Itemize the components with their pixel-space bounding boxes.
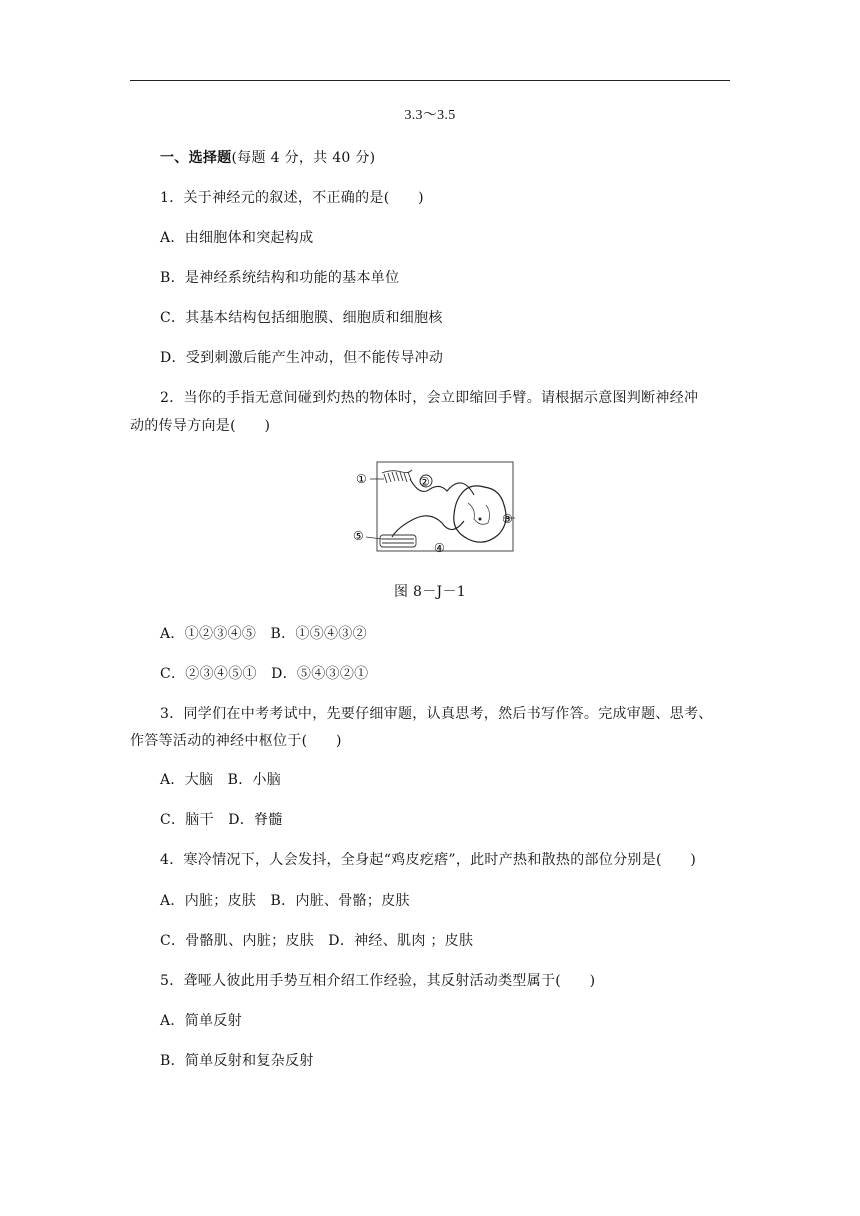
section-heading [160,148,375,168]
figure-caption: 图 8－J－1 [394,584,466,600]
effector-muscle-icon [380,535,416,547]
central-canal [479,518,482,521]
reflex-arc-diagram [352,461,515,553]
question-2-stem-line1: 2．当你的手指无意间碰到灼热的物体时，会立即缩回手臂。请根据示意图判断神经冲 [160,390,699,406]
question-3-stem-line1: 3．同学们在中考考试中，先要仔细审题，认真思考，然后书写作答。完成审题、思考、 [160,706,713,722]
question-1-stem: 1．关于神经元的叙述，不正确的是( ) [160,190,424,206]
question-1-option-a: A．由细胞体和突起构成 [160,230,314,246]
diagram-label-1: ① [356,472,367,486]
grey-matter [468,503,490,524]
section-note: (每题 4 分，共 40 分) [231,150,376,166]
question-1-option-d: D．受到刺激后能产生冲动，但不能传导冲动 [160,350,444,366]
diagram-label-2: ② [419,475,430,489]
page-title: 3.3～3.5 [404,108,456,123]
diagram-label-4: ④ [434,541,445,553]
diagram-label-3: ③ [502,512,513,526]
question-4-stem: 4．寒冷情况下，人会发抖，全身起“鸡皮疙瘩”，此时产热和散热的部位分别是( ) [160,852,697,868]
question-1-option-c: C．其基本结构包括细胞膜、细胞质和细胞核 [160,310,443,326]
header-rule [130,80,730,81]
question-5-option-a: A．简单反射 [160,1013,242,1029]
question-3-option-cd: C．脑干 D．脊髓 [160,812,283,828]
question-4-option-ab: A．内脏；皮肤 B．内脏、骨骼；皮肤 [160,893,410,909]
diagram-label-5: ⑤ [353,529,364,543]
question-2-stem-line2: 动的传导方向是( ) [130,418,271,434]
question-4-option-cd: C．骨骼肌、内脏；皮肤 D．神经、肌肉 ；皮肤 [160,933,474,949]
question-2-option-ab: A．①②③④⑤ B．①⑤④③② [160,626,367,642]
question-5-stem: 5．聋哑人彼此用手势互相介绍工作经验，其反射活动类型属于( ) [160,973,596,989]
spinal-cord [454,486,506,542]
section-title: 一、选择题 [160,150,232,166]
question-5-option-b: B．简单反射和复杂反射 [160,1053,314,1069]
receptor-skin-icon [382,470,412,483]
question-3-stem-line2: 作答等活动的神经中枢位于( ) [130,733,342,749]
question-3-option-ab: A．大脑 B．小脑 [160,772,282,788]
question-2-option-cd: C．②③④⑤① D．⑤④③②① [160,666,369,682]
question-1-option-b: B．是神经系统结构和功能的基本单位 [160,270,400,286]
